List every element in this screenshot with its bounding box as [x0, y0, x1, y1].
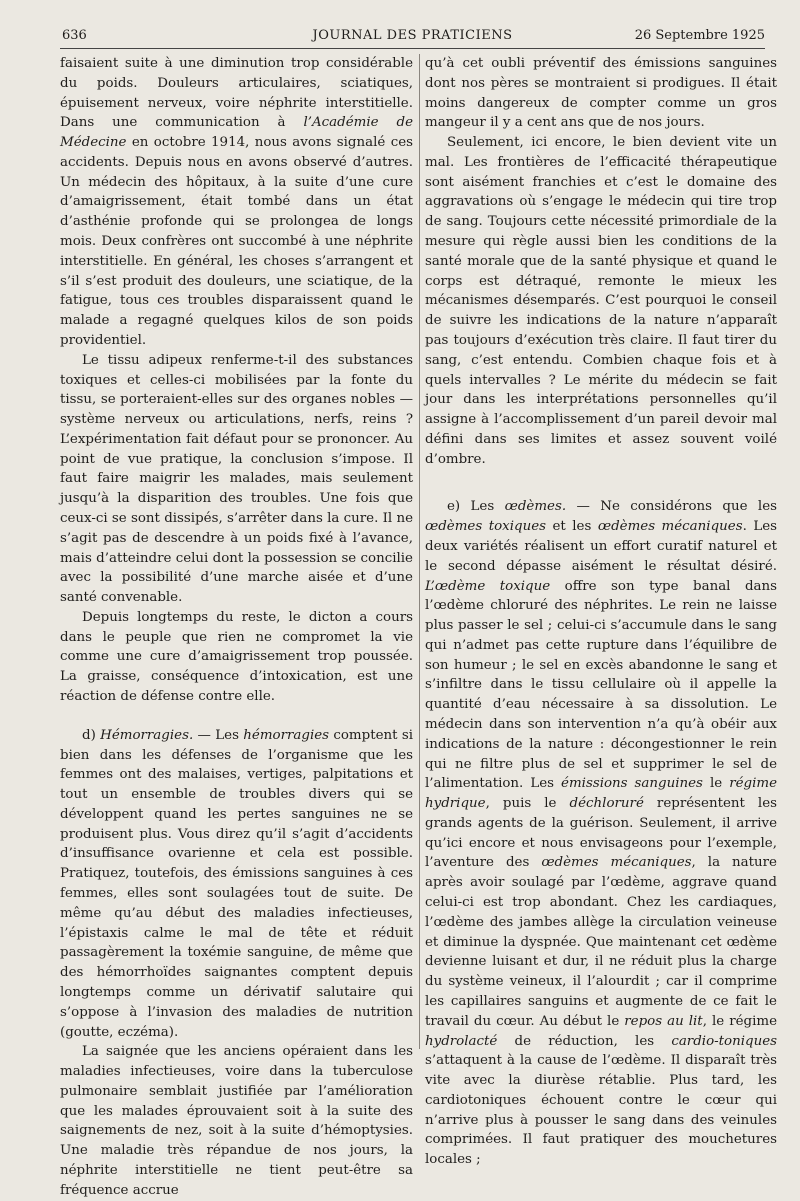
- paragraph-continuation: qu’à cet oubli préventif des émissions sanguines dont nos pères se montraient si prodigues. Il était moins dangereux de compter comme un gros mangeur il y a cent ans que de nos jours.: [425, 56, 777, 131]
- left-column: [60, 54, 413, 1201]
- journal-title: JOURNAL DES PRATICIENS: [312, 28, 513, 43]
- column-divider: [419, 54, 420, 1049]
- section-oedemes: e) Les œdèmes. — Ne considérons que les œdèmes toxiques et les œdèmes mécaniques. Les deux variétés réalisent un effort curatif naturel et le second dépasse aisément le résultat désiré. L’œdème toxique offre son type banal dans l’œdème chloruré des néphrites. Le rein ne laisse plus passer le sel ; celui-ci s’accumule dans le sang qui n’admet pas cette rupture dans l’équilibre de son humeur ; le sel en excès abandonne le sang et s’infiltre dans le tissu cellulaire où il appelle la quantité d’eau nécessaire à sa dissolution. Le médecin dans son intervention n’a qu’à obéir aux indications de la nature : décongestionner le rein qui ne filtre plus de sel et supprimer le sel de l’alimentation. Les émissions sanguines le régime hydrique, puis le déchloruré représentent les grands agents de la guérison. Seulement, il arrive qu’ici encore et nous envisageons pour l’exemple, l’aventure des œdèmes mécaniques, la nature après avoir soulagé par l’œdème, aggrave quand celui-ci est trop abondant. Chez les cardiaques, l’œdème des jambes allège la circulation veineuse et diminue la dyspnée. Que maintenant cet œdème devienne luisant et dur, il ne réduit plus la charge du système veineux, il l’alourdit ; car il comprime les capillaires sanguins et augmente de ce fait le travail du cœur. Au début le repos au lit, le régime hydrolacté de réduction, les cardio-toniques s’attaquent à la cause de l’œdème. Il disparaît très vite avec la diurèse rétablie. Plus tard, les cardiotoniques échouent contre le cœur qui n’arrive plus à pousser le sang dans des veinules comprimées. Il faut pratiquer des mouchetures locales ;: [425, 499, 778, 1168]
- paragraph-obesity-accidents: faisaient suite à une diminution trop considérable du poids. Douleurs articulaires, sciatiques, épuisement nerveux, voire néphrite interstitielle. Dans une communication à l’Académie de Médecine en octobre 1914, nous avons signalé ces accidents. Depuis nous en avons observé d’autres. Un médecin des hôpitaux, à la suite d’une cure d’amaigrissement, était tombé dans un état d’asthénie profonde qui se prolongea de longs mois. Deux confrères ont succombé à une néphrite interstitielle. En général, les choses s’arrangent et s’il s’est produit des douleurs, une sciatique, de la fatigue, tous ces troubles disparaissent quand le malade a regagné quelques kilos de son poids providentiel.: [60, 56, 413, 348]
- paragraph-mesure: Seulement, ici encore, le bien devient vite un mal. Les frontières de l’efficacité thérapeutique sont aisément franchies et c’est le domaine des aggravations où s’engage le médecin qui tire trop de sang. Toujours cette nécessité primordiale de la mesure qui règle aussi bien les conditions de la santé morale que de la santé physique et quand le corps est détraqué, remonte le mieux les mécanismes désemparés. C’est pourquoi le conseil de suivre les indications de la nature n’apparaît pas toujours d’exécution très claire. Il faut tirer du sang, c’est entendu. Combien chaque fois et à quels intervalles ? Le mérite du médecin se fait jour dans les interprétations personnelles qu’il assigne à l’accomplissement d’un pareil devoir mal défini dans ses limites et assez souvent voilé d’ombre.: [425, 135, 777, 467]
- page-number: 636: [62, 28, 87, 43]
- paragraph-adipose-tissue: Le tissu adipeux renferme-t-il des substances toxiques et celles-ci mobilisées par la fonte du tissu, se porteraient-elles sur des organes nobles — système nerveux ou articulations, nerfs, reins ? L’expérimentation fait défaut pour se prononcer. Au point de vue pratique, la conclusion s’impose. Il faut faire maigrir les malades, mais seulement jusqu’à la disparition des troubles. Une fois que ceux-ci se sont dissipés, s’arrêter dans la cure. Il ne s’agit pas de descendre à un poids fixé à l’avance, mais d’atteindre celui dont la possession se concilie avec la possibilité d’une marche aisée et d’une santé convenable.: [60, 352, 413, 606]
- running-header: [60, 22, 765, 49]
- issue-date: 26 Septembre 1925: [634, 28, 765, 43]
- right-column: [425, 54, 777, 1170]
- section-hemorragies: d) Hémorragies. — Les hémorragies comptent si bien dans les défenses de l’organisme que les femmes ont des malaises, vertiges, palpitations et tout un ensemble de troubles divers qui se développent quand les pertes sanguines ne se produisent plus. Vous direz qu’il s’agit d’accidents d’insuffisance ovarienne et cela est possible. Pratiquez, toutefois, des émissions sanguines à ces femmes, elles sont soulagées tout de suite. De même qu’au début des maladies infectieuses, l’épistaxis calme le mal de tête et réduit passagèrement la toxémie sanguine, de même que des hémorrhoïdes saignantes comptent depuis longtemps comme un dérivatif salutaire qui s’oppose à l’invasion des maladies de nutrition (goutte, eczéma).: [60, 727, 413, 1040]
- paragraph-dicton: Depuis longtemps du reste, le dicton a cours dans le peuple que rien ne compromet la vie comme une cure d’amaigrissement trop poussée. La graisse, conséquence d’intoxication, est une réaction de défense contre elle.: [60, 609, 413, 704]
- paragraph-saignee: La saignée que les anciens opéraient dans les maladies infectieuses, voire dans la tuberculose pulmonaire semblait justifiée par l’amélioration que les malades éprouvaient soit à la suite des saignements de nez, soit à la suite d’hémoptysies. Une maladie très répandue de nos jours, la néphrite interstitielle ne tient peut-être sa fréquence accrue: [60, 1044, 413, 1198]
